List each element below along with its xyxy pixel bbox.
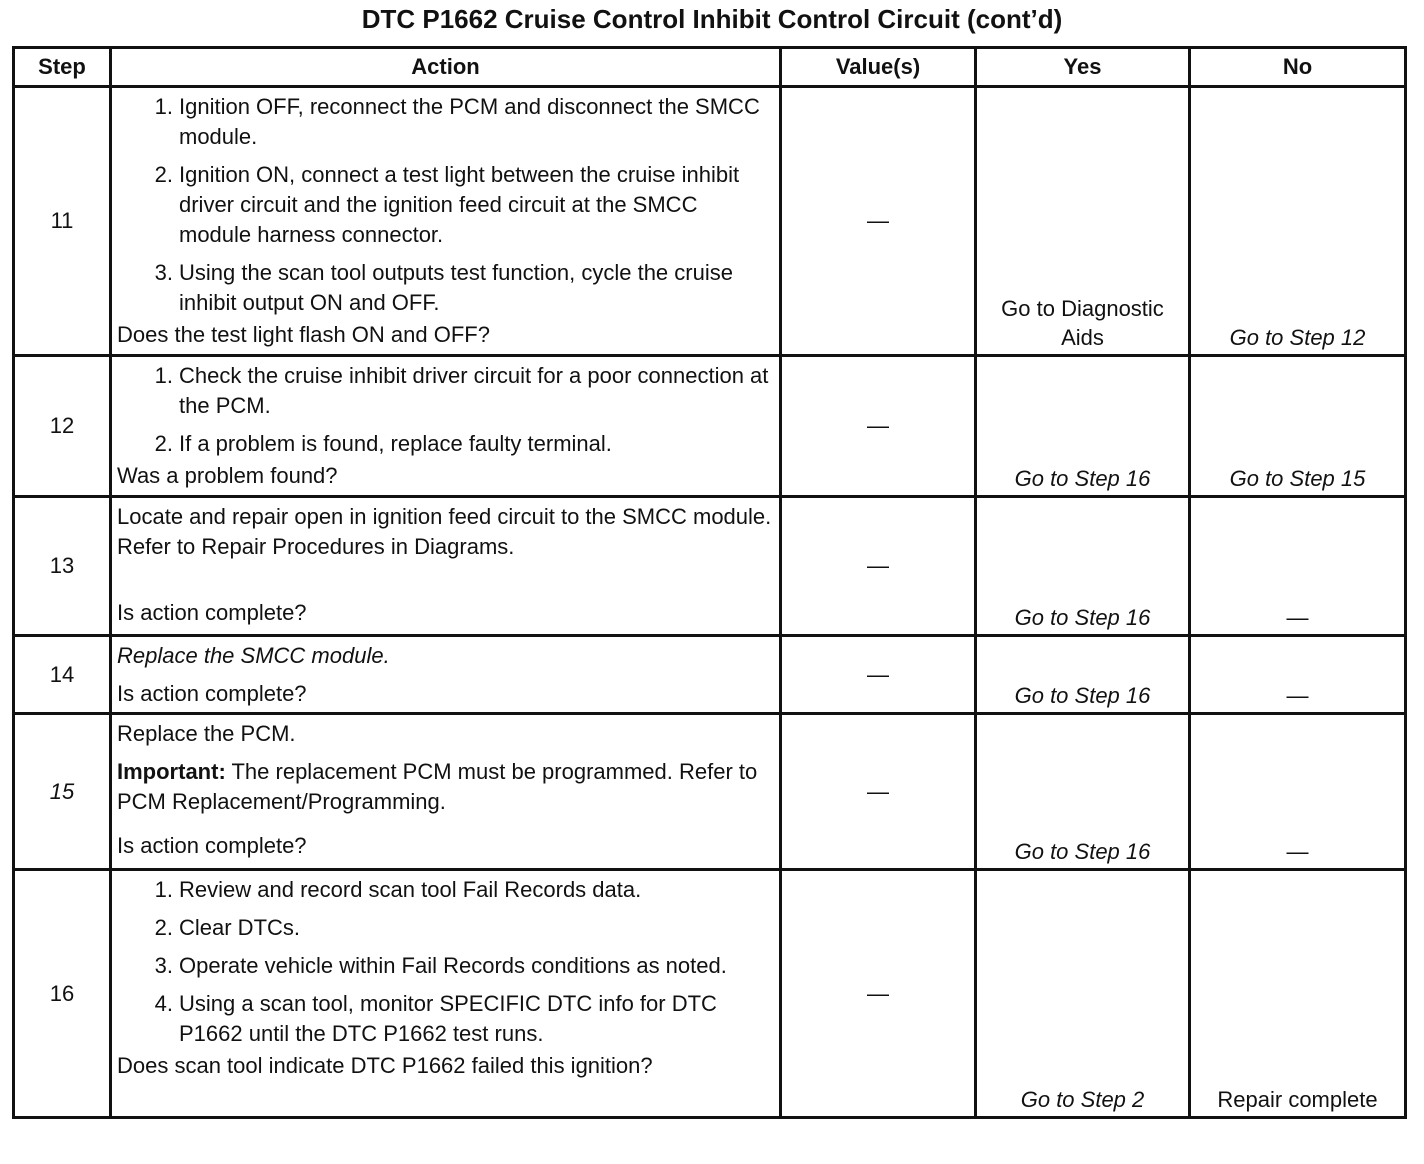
no-result: — (1190, 714, 1406, 870)
table-row (14, 714, 1406, 870)
action-step: 3. Operate vehicle within Fail Records conditions as noted. (154, 953, 727, 978)
action-text: Replace the PCM. (117, 721, 296, 746)
yes-result: Go to Step 16 (976, 714, 1190, 870)
action-cell (111, 87, 781, 356)
action-step: 2. Ignition ON, connect a test light between the cruise inhibit driver circuit and the ignition feed circuit at the SMCC module harness connector. (154, 162, 740, 247)
action-step: 1. Check the cruise inhibit driver circuit for a poor connection at the PCM. (154, 363, 769, 418)
action-cell (111, 356, 781, 497)
table-row (14, 356, 1406, 497)
action-question: Does the test light flash ON and OFF? (117, 322, 490, 347)
yes-result: Go to Step 16 (976, 497, 1190, 636)
value-cell: — (781, 870, 976, 1118)
action-step: 3. Using the scan tool outputs test function, cycle the cruise inhibit output ON and OFF. (154, 260, 733, 315)
table-row (14, 87, 1406, 356)
action-question: Is action complete? (117, 833, 307, 858)
header-action: Action (111, 48, 781, 87)
action-steps (117, 875, 775, 1049)
table-row (14, 636, 1406, 714)
action-cell (111, 497, 781, 636)
important-text: The replacement PCM must be programmed. Refer to PCM Replacement/Programming. (117, 759, 758, 814)
no-result: Go to Step 15 (1190, 356, 1406, 497)
action-steps (117, 361, 775, 459)
yes-result: Go to Diagnostic Aids (976, 87, 1190, 356)
header-no: No (1190, 48, 1406, 87)
action-step: 2. If a problem is found, replace faulty terminal. (154, 431, 612, 456)
step-number: 13 (14, 497, 111, 636)
action-step: 1. Review and record scan tool Fail Records data. (154, 877, 642, 902)
no-result: — (1190, 636, 1406, 714)
step-number: 12 (14, 356, 111, 497)
action-steps (117, 92, 775, 318)
yes-result: Go to Step 2 (976, 870, 1190, 1118)
step-number: 14 (14, 636, 111, 714)
important-label: Important: (117, 759, 226, 784)
diagnostic-table (12, 46, 1407, 1119)
action-question: Is action complete? (117, 681, 307, 706)
value-cell: — (781, 356, 976, 497)
action-step: 2. Clear DTCs. (154, 915, 301, 940)
step-number: 16 (14, 870, 111, 1118)
step-number: 15 (14, 714, 111, 870)
important-note (117, 757, 775, 817)
action-question: Was a problem found? (117, 463, 338, 488)
header-step: Step (14, 48, 111, 87)
header-row (14, 48, 1406, 87)
no-result: Repair complete (1190, 870, 1406, 1118)
value-cell: — (781, 497, 976, 636)
action-text: Replace the SMCC module. (117, 643, 390, 668)
action-cell (111, 636, 781, 714)
action-cell (111, 714, 781, 870)
value-cell: — (781, 87, 976, 356)
header-yes: Yes (976, 48, 1190, 87)
action-cell (111, 870, 781, 1118)
no-result: — (1190, 497, 1406, 636)
yes-result: Go to Step 16 (976, 636, 1190, 714)
action-step: 1. Ignition OFF, reconnect the PCM and disconnect the SMCC module. (154, 94, 760, 149)
header-values: Value(s) (781, 48, 976, 87)
no-result: Go to Step 12 (1190, 87, 1406, 356)
table-row (14, 870, 1406, 1118)
action-text: Locate and repair open in ignition feed circuit to the SMCC module. Refer to Repair Procedures in Diagrams. (117, 504, 772, 559)
page-title: DTC P1662 Cruise Control Inhibit Control Circuit (cont’d) (361, 4, 1063, 34)
action-question: Does scan tool indicate DTC P1662 failed this ignition? (117, 1053, 653, 1078)
table-row (14, 497, 1406, 636)
action-step: 4. Using a scan tool, monitor SPECIFIC DTC info for DTC P1662 until the DTC P1662 test runs. (154, 991, 717, 1046)
action-question: Is action complete? (117, 600, 307, 625)
value-cell: — (781, 636, 976, 714)
yes-result: Go to Step 16 (976, 356, 1190, 497)
value-cell: — (781, 714, 976, 870)
step-number: 11 (14, 87, 111, 356)
